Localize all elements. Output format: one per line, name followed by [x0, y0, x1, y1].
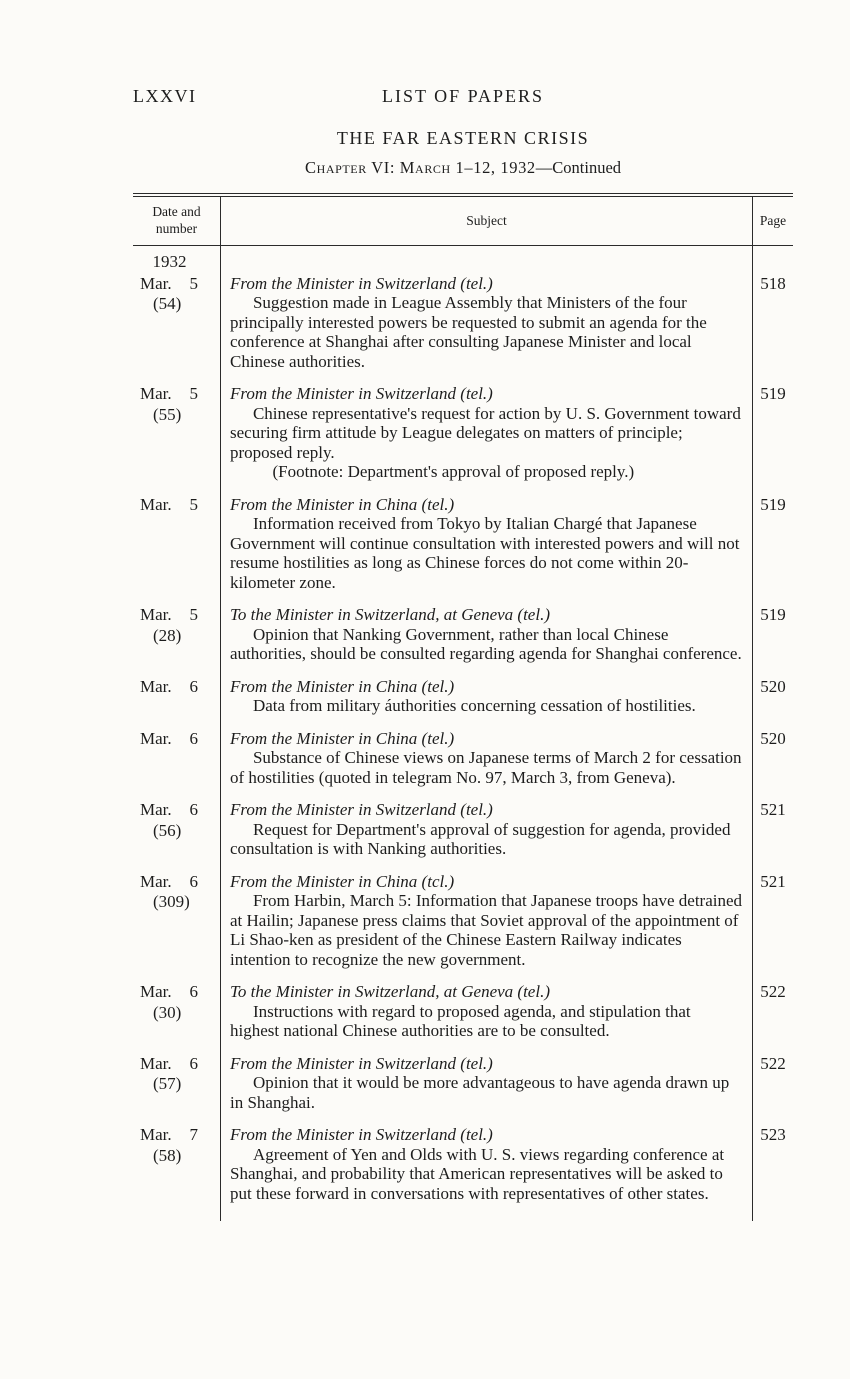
page-reference: 522: [760, 982, 786, 1001]
subject-body: From Harbin, March 5: Information that Japanese troops have detrained at Hailin; Japanese press claims that Soviet approval of the appointment of Li Shao-ken as president of the Chinese Eastern Railway indicates intention to recognize the new government.: [230, 891, 743, 969]
date-line: [140, 729, 198, 749]
subject-body: Chinese representative's request for action by U. S. Government toward securing firm attitude by League delegates on matters of principle; proposed reply.: [230, 403, 741, 462]
table-row: [133, 272, 793, 383]
subject-body: Request for Department's approval of suggestion for agenda, provided consultation is with Nanking authorities.: [230, 819, 731, 858]
date-day: 6: [189, 1053, 198, 1073]
document-number: (309): [153, 892, 190, 911]
date-line: [140, 1054, 198, 1074]
document-number: (30): [153, 1002, 182, 1022]
subject-cell: [220, 1052, 753, 1124]
document-number: (58): [153, 1145, 182, 1165]
subject-title: From the Minister in China (tcl.): [230, 871, 455, 891]
date-line: [140, 872, 198, 892]
subject-cell: [220, 603, 753, 675]
date-line: [140, 677, 198, 697]
subject-cell: [220, 382, 753, 493]
subject-cell: [220, 493, 753, 604]
document-number: (55): [153, 404, 182, 424]
section-title: THE FAR EASTERN CRISIS: [336, 128, 590, 148]
date-month: Mar.: [140, 728, 172, 748]
table-body: [133, 246, 793, 1221]
date-cell: [133, 675, 220, 727]
date-day: 6: [189, 982, 198, 1001]
date-day: 5: [189, 273, 198, 293]
document-number: (28): [153, 625, 182, 645]
table-row: [133, 870, 793, 981]
date-cell: [133, 798, 220, 870]
subject-title: From the Minister in Switzerland (tel.): [230, 800, 493, 819]
page-reference: 522: [760, 1053, 786, 1073]
subject-title: To the Minister in Switzerland, at Geneva (tel.): [230, 605, 550, 624]
subject-title: From the Minister in Switzerland (tel.): [230, 1053, 493, 1073]
subject-body: Opinion that it would be more advantageous to have agenda drawn up in Shanghai.: [230, 1073, 730, 1112]
folio-number: LXXVI: [133, 86, 197, 106]
subject-cell: [220, 675, 753, 727]
date-line: [140, 274, 198, 294]
page-reference: 520: [760, 728, 786, 748]
subject-footnote: (Footnote: Department's approval of proposed reply.): [272, 462, 635, 481]
papers-table: [133, 193, 793, 1221]
year-label: 1932: [152, 252, 187, 271]
subject-title: From the Minister in Switzerland (tel.): [230, 384, 493, 403]
date-month: Mar.: [140, 1053, 172, 1073]
date-day: 6: [189, 676, 198, 696]
year-row: [133, 246, 793, 272]
column-header-page: Page: [759, 212, 787, 228]
table-row: [133, 980, 793, 1052]
running-title: LIST OF PAPERS: [381, 86, 545, 106]
page-reference: 518: [760, 273, 786, 293]
table-header-row: [133, 197, 793, 246]
subject-title: From the Minister in Switzerland (tel.): [230, 1125, 493, 1144]
date-cell: [133, 1052, 220, 1124]
page-reference: 519: [760, 605, 786, 624]
date-cell: [133, 493, 220, 604]
subject-body: Substance of Chinese views on Japanese terms of March 2 for cessation of hostilities (quoted in telegram No. 97, March 3, from Geneva).: [230, 748, 742, 787]
subject-cell: [220, 980, 753, 1052]
subject-cell: [220, 272, 753, 383]
subject-title: From the Minister in China (tel.): [230, 494, 455, 514]
date-day: 6: [189, 871, 198, 891]
date-cell: [133, 603, 220, 675]
year-row-subject-cell: [220, 246, 753, 272]
column-header-subject: Subject: [220, 197, 753, 245]
date-line: [140, 982, 198, 1002]
date-cell: [133, 980, 220, 1052]
date-month: Mar.: [140, 676, 172, 696]
date-month: Mar.: [140, 273, 172, 293]
subject-title: To the Minister in Switzerland, at Geneva (tel.): [230, 982, 550, 1001]
date-month: Mar.: [140, 1125, 172, 1144]
date-month: Mar.: [140, 982, 172, 1001]
document-number: (54): [153, 294, 182, 313]
page-reference: 519: [760, 494, 786, 514]
date-day: 5: [189, 494, 198, 514]
date-month: Mar.: [140, 871, 172, 891]
date-cell: [133, 272, 220, 383]
subject-cell: [220, 727, 753, 799]
page-reference: 521: [760, 800, 786, 819]
table-row: [133, 603, 793, 675]
column-header-date: Date and number: [152, 204, 201, 236]
date-day: 7: [189, 1125, 198, 1144]
date-cell: [133, 727, 220, 799]
date-day: 5: [189, 605, 198, 624]
date-month: Mar.: [140, 605, 172, 624]
date-cell: [133, 870, 220, 981]
page-reference: 521: [760, 871, 786, 891]
subject-title: From the Minister in China (tel.): [230, 676, 455, 696]
date-month: Mar.: [140, 800, 172, 819]
date-cell: [133, 1123, 220, 1221]
date-cell: [133, 382, 220, 493]
document-number: (56): [153, 820, 182, 840]
subject-title: From the Minister in China (tel.): [230, 728, 455, 748]
year-row-page-cell: [753, 246, 793, 272]
table-row: [133, 1123, 793, 1221]
page-reference: 519: [760, 384, 786, 403]
table-row: [133, 798, 793, 870]
date-line: [140, 495, 198, 515]
table-inner: [133, 196, 793, 1221]
subject-title: From the Minister in Switzerland (tel.): [230, 273, 493, 293]
subject-body: Data from military áuthorities concerning cessation of hostilities.: [252, 696, 696, 715]
table-row: [133, 493, 793, 604]
subject-cell: [220, 870, 753, 981]
chapter-line: [133, 158, 793, 178]
subject-body: Instructions with regard to proposed agenda, and stipulation that highest national Chinese authorities are to be consulted.: [230, 1001, 691, 1040]
date-line: [140, 384, 198, 404]
table-row: [133, 1052, 793, 1124]
chapter-label: Chapter VI: March 1–12, 1932: [304, 158, 536, 177]
subject-cell: [220, 1123, 753, 1221]
page-content: [133, 86, 793, 1221]
date-day: 6: [189, 728, 198, 748]
document-number: (57): [153, 1074, 182, 1093]
page-header: [133, 86, 793, 110]
table-row: [133, 727, 793, 799]
page-reference: 523: [760, 1125, 786, 1144]
page-reference: 520: [760, 676, 786, 696]
date-month: Mar.: [140, 384, 172, 403]
date-day: 6: [189, 800, 198, 819]
date-line: [140, 605, 198, 625]
table-row: [133, 382, 793, 493]
subject-body: Suggestion made in League Assembly that Ministers of the four principally interested powers be requested to submit an agenda for the conference at Shanghai after consulting Japanese Minister and local Chinese authorities.: [230, 293, 707, 371]
table-row: [133, 675, 793, 727]
date-line: [140, 800, 198, 820]
date-line: [140, 1125, 198, 1145]
date-month: Mar.: [140, 494, 172, 514]
subject-body: Opinion that Nanking Government, rather than local Chinese authorities, should be consulted regarding agenda for Shanghai conference.: [230, 624, 742, 663]
chapter-continued: —Continued: [535, 158, 622, 177]
subject-body: Agreement of Yen and Olds with U. S. views regarding conference at Shanghai, and probability that American representatives will be asked to put these forward in conversations with representatives of other states.: [230, 1144, 725, 1203]
date-day: 5: [189, 384, 198, 403]
subject-cell: [220, 798, 753, 870]
subject-body: Information received from Tokyo by Italian Chargé that Japanese Government will continue consultation with interested powers and will not resume hostilities as long as Chinese forces do not come within 20-kilometer zone.: [230, 514, 740, 592]
